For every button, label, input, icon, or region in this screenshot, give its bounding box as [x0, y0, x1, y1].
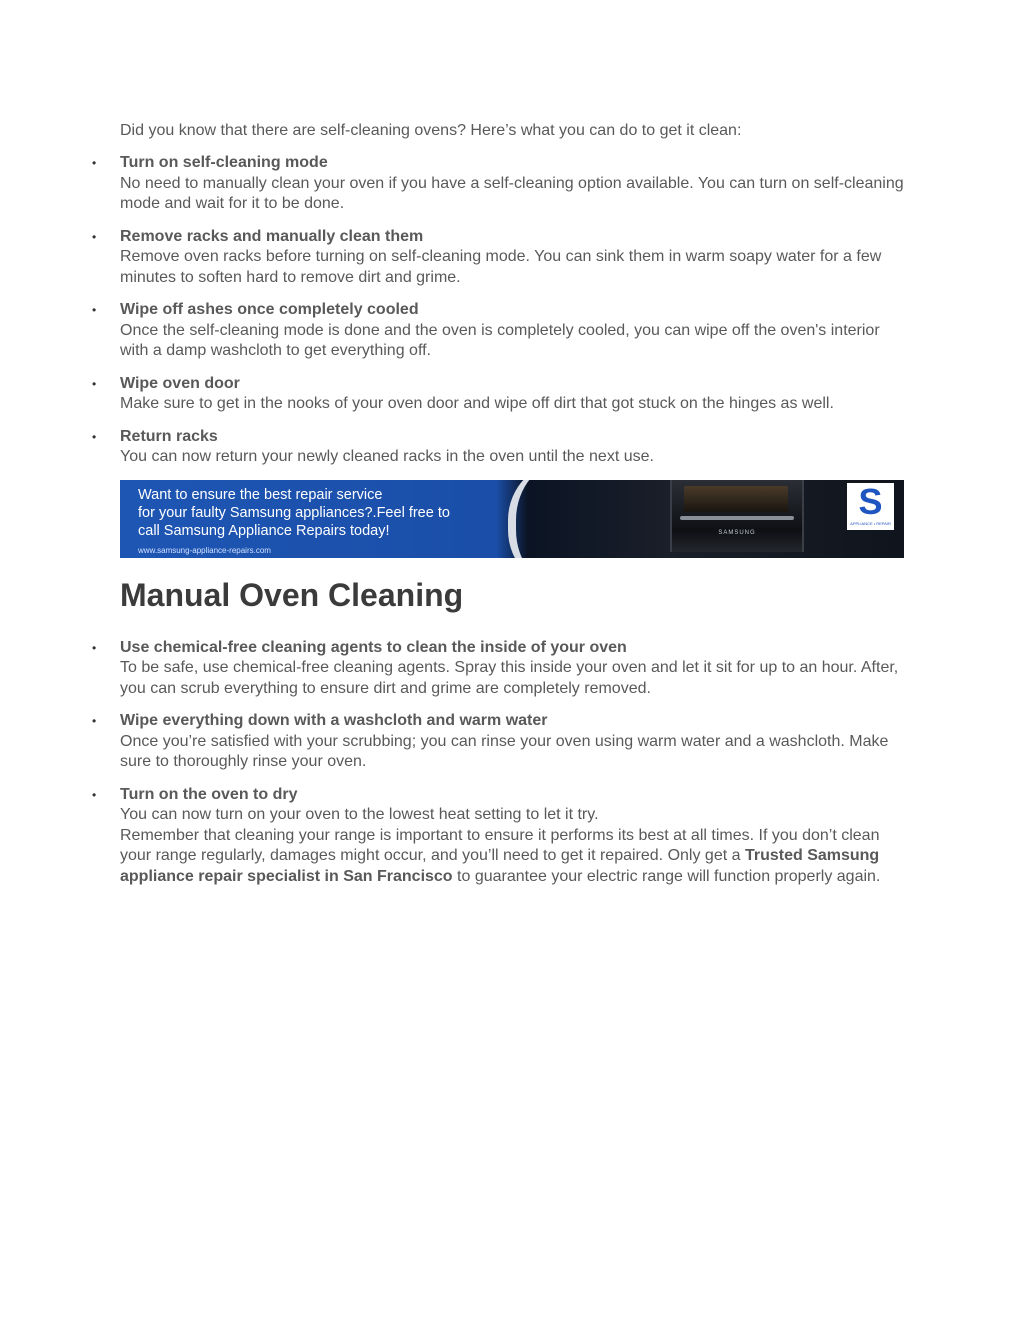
banner-line-3: call Samsung Appliance Repairs today! [138, 522, 390, 539]
banner-curve-decoration [508, 480, 636, 558]
list-item-title: Wipe oven door [120, 374, 240, 392]
list-item-title: Turn on the oven to dry [120, 785, 298, 803]
manual-cleaning-list [92, 638, 904, 888]
list-item [92, 785, 904, 888]
bullet-icon: • [92, 229, 97, 244]
banner-line-2: for your faulty Samsung appliances?.Feel free to [138, 504, 450, 521]
list-item-title: Return racks [120, 427, 218, 445]
bullet-icon: • [92, 156, 97, 170]
list-item-title: Wipe everything down with a washcloth and warm water [120, 712, 548, 729]
list-item [92, 711, 904, 773]
list-item-title: Wipe off ashes once completely cooled [120, 301, 419, 318]
list-item [92, 227, 904, 289]
bullet-icon: • [92, 787, 97, 802]
banner-text [138, 486, 508, 540]
list-item-text: No need to manually clean your oven if you have a self-cleaning option available. You can turn on self-cleaning mode and wait for it to be done. [120, 174, 904, 212]
bullet-icon: • [92, 376, 97, 391]
bullet-icon: • [92, 303, 97, 317]
list-item-text: You can now turn on your oven to the lowest heat setting to let it try. [120, 806, 599, 823]
list-item-text: Make sure to get in the nooks of your oven door and wipe off dirt that got stuck on the hinges as well. [120, 395, 834, 412]
logo-caption: APPLIANCE • REPAIR [850, 520, 891, 526]
bullet-icon: • [92, 640, 97, 655]
bullet-icon: • [92, 429, 97, 444]
list-item [92, 374, 904, 415]
intro-paragraph: Did you know that there are self-cleaning ovens? Here’s what you can do to get it clean: [120, 122, 742, 139]
bullet-icon: • [92, 714, 97, 728]
closing-paragraph [120, 826, 904, 888]
closing-text-end: to guarantee your electric range will function properly again. [452, 867, 881, 885]
document-page [92, 121, 904, 899]
list-item [92, 427, 904, 468]
oven-image [670, 480, 804, 552]
brand-logo [847, 480, 894, 530]
list-item [92, 300, 904, 362]
self-cleaning-list [92, 153, 904, 468]
list-item-text: You can now return your newly cleaned racks in the oven until the next use. [120, 448, 654, 465]
list-item [92, 638, 904, 700]
list-item-title: Turn on self-cleaning mode [120, 154, 328, 171]
oven-handle [680, 516, 794, 520]
list-item [92, 153, 904, 215]
repair-specialist-link-text: Trusted Samsung appliance repair specialist in San Francisco [120, 847, 880, 885]
section-heading: Manual Oven Cleaning [120, 576, 464, 613]
list-item-text: Once you’re satisfied with your scrubbing; you can rinse your oven using warm water and a washcloth. Make sure to thoroughly rinse your oven. [120, 732, 889, 770]
list-item-title: Use chemical-free cleaning agents to clean the inside of your oven [120, 638, 627, 656]
list-item-text: Once the self-cleaning mode is done and the oven is completely cooled, you can wipe off the oven's interior with a damp washcloth to get everything off. [120, 321, 880, 359]
list-item-title: Remove racks and manually clean them [120, 227, 424, 245]
list-item-text: To be safe, use chemical-free cleaning agents. Spray this inside your oven and let it sit for up to an hour. After, you can scrub everything to ensure dirt and grime are completely removed. [120, 659, 899, 697]
list-item-text: Remove oven racks before turning on self-cleaning mode. You can sink them in warm soapy water for a few minutes to soften hard to remove dirt and grime. [120, 248, 882, 286]
oven-window [684, 486, 788, 512]
banner-url: www.samsung-appliance-repairs.com [138, 545, 271, 555]
banner-line-1: Want to ensure the best repair service [138, 486, 383, 503]
promo-banner[interactable] [120, 480, 904, 558]
closing-text-start: Remember that cleaning your range is important to ensure it performs its best at all times. If you don’t clean your range regularly, damages might occur, and you’ll need to get it repaired. Only get a [120, 826, 880, 864]
oven-brand: SAMSUNG [718, 529, 756, 536]
logo-letter: S [858, 480, 883, 522]
